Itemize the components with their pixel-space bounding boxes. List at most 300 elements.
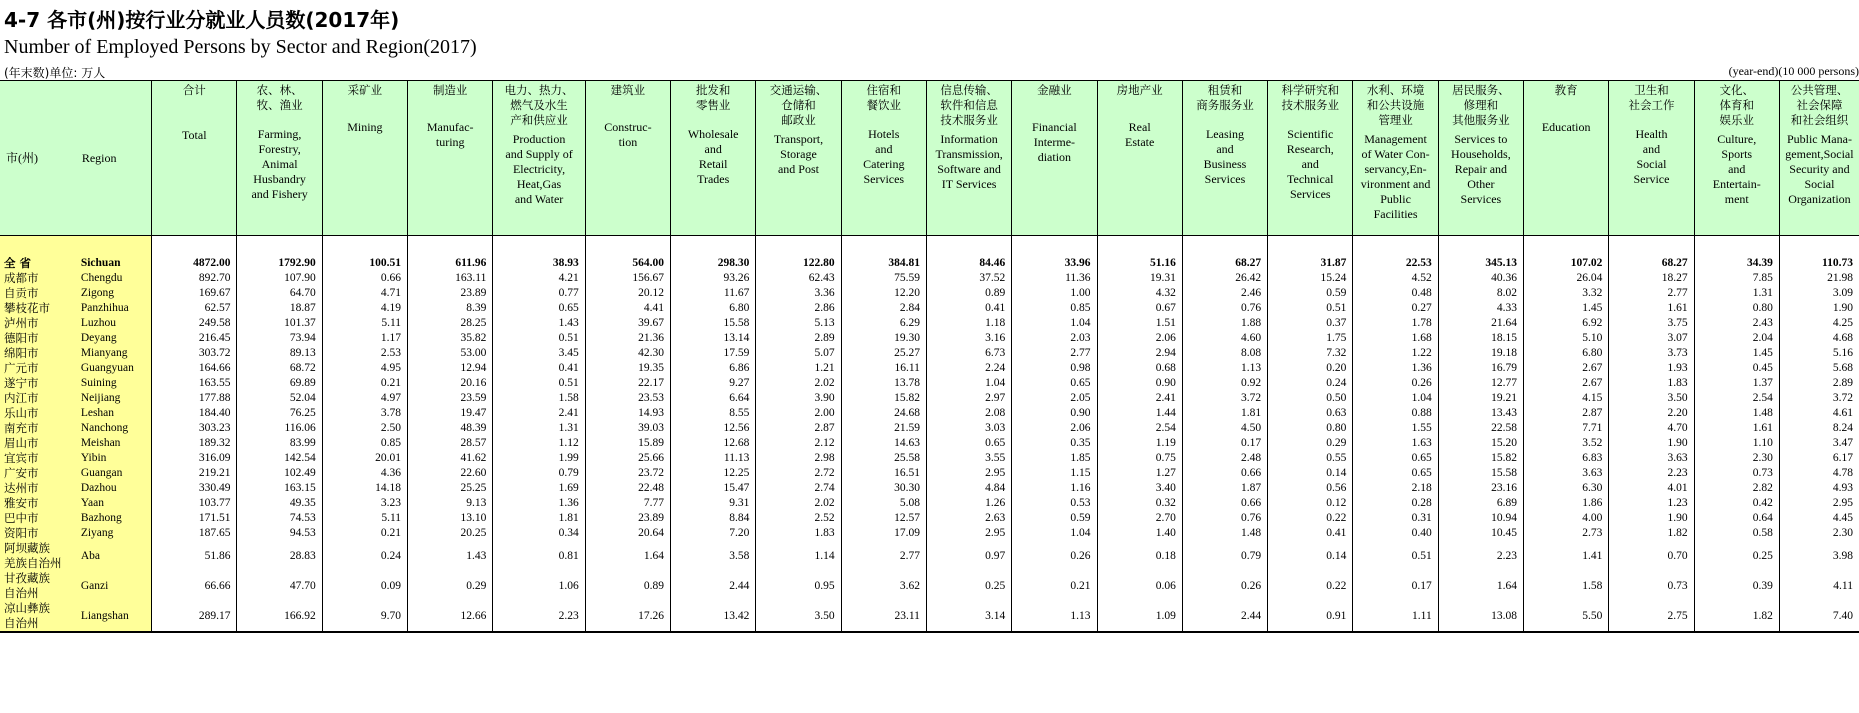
- spacer-cell: [1609, 236, 1694, 257]
- value-cell: 1.41: [1524, 541, 1609, 571]
- value-cell: 0.89: [585, 571, 670, 601]
- value-cell: 52.04: [237, 391, 322, 406]
- value-cell: 0.80: [1694, 301, 1779, 316]
- value-cell: 0.81: [493, 541, 585, 571]
- value-cell: 12.68: [671, 436, 756, 451]
- value-cell: 24.68: [841, 406, 926, 421]
- region-name: Zigong: [76, 286, 152, 301]
- value-cell: 2.87: [756, 421, 841, 436]
- value-cell: 28.57: [408, 436, 493, 451]
- region-name: Neijiang: [76, 391, 152, 406]
- region-name: Dazhou: [76, 481, 152, 496]
- table-row: [0, 571, 1859, 601]
- value-cell: 0.66: [1182, 466, 1267, 481]
- region-name: Luzhou: [76, 316, 152, 331]
- value-cell: 4.71: [322, 286, 407, 301]
- value-cell: 2.46: [1182, 286, 1267, 301]
- spacer-cell: [1694, 236, 1779, 257]
- spacer-cell: [237, 236, 322, 257]
- city-name: 全 省: [0, 256, 76, 271]
- header-col-cn: 合计: [182, 83, 206, 97]
- value-cell: 2.12: [756, 436, 841, 451]
- table-row: [0, 376, 1859, 391]
- value-cell: 2.41: [493, 406, 585, 421]
- value-cell: 1.83: [1609, 376, 1694, 391]
- header-col-en: Wholesale and Retail Trades: [687, 127, 739, 186]
- value-cell: 0.17: [1182, 436, 1267, 451]
- city-name: 凉山彝族 自治州: [0, 601, 76, 632]
- value-cell: 68.27: [1182, 256, 1267, 271]
- value-cell: 25.27: [841, 346, 926, 361]
- value-cell: 0.88: [1353, 406, 1438, 421]
- value-cell: 4.97: [322, 391, 407, 406]
- value-cell: 13.42: [671, 601, 756, 632]
- value-cell: 0.66: [1182, 496, 1267, 511]
- value-cell: 8.02: [1438, 286, 1523, 301]
- value-cell: 0.51: [493, 376, 585, 391]
- value-cell: 0.55: [1268, 451, 1353, 466]
- value-cell: 0.17: [1353, 571, 1438, 601]
- value-cell: 4.19: [322, 301, 407, 316]
- value-cell: 110.73: [1779, 256, 1859, 271]
- value-cell: 892.70: [152, 271, 237, 286]
- value-cell: 1.15: [1012, 466, 1097, 481]
- value-cell: 0.98: [1012, 361, 1097, 376]
- header-col-en: Real Estate: [1125, 120, 1155, 149]
- header-col-14: [1353, 81, 1438, 236]
- value-cell: 1.43: [408, 541, 493, 571]
- value-cell: 0.41: [926, 301, 1011, 316]
- value-cell: 12.57: [841, 511, 926, 526]
- header-col-en: Total: [182, 128, 207, 142]
- value-cell: 1.48: [1694, 406, 1779, 421]
- value-cell: 38.93: [493, 256, 585, 271]
- value-cell: 37.52: [926, 271, 1011, 286]
- value-cell: 3.14: [926, 601, 1011, 632]
- value-cell: 4.01: [1609, 481, 1694, 496]
- value-cell: 21.59: [841, 421, 926, 436]
- value-cell: 103.77: [152, 496, 237, 511]
- value-cell: 42.30: [585, 346, 670, 361]
- value-cell: 12.20: [841, 286, 926, 301]
- value-cell: 5.50: [1524, 601, 1609, 632]
- value-cell: 1.12: [493, 436, 585, 451]
- spacer-cell: [756, 236, 841, 257]
- value-cell: 187.65: [152, 526, 237, 541]
- value-cell: 2.05: [1012, 391, 1097, 406]
- value-cell: 0.21: [1012, 571, 1097, 601]
- value-cell: 1.81: [1182, 406, 1267, 421]
- value-cell: 4.32: [1097, 286, 1182, 301]
- spacer-cell: [1438, 236, 1523, 257]
- value-cell: 0.95: [756, 571, 841, 601]
- value-cell: 0.97: [926, 541, 1011, 571]
- header-col-3: [408, 81, 493, 236]
- value-cell: 3.78: [322, 406, 407, 421]
- city-name: 甘孜藏族 自治州: [0, 571, 76, 601]
- value-cell: 2.00: [756, 406, 841, 421]
- value-cell: 9.70: [322, 601, 407, 632]
- value-cell: 163.55: [152, 376, 237, 391]
- region-name: Ziyang: [76, 526, 152, 541]
- value-cell: 0.34: [493, 526, 585, 541]
- value-cell: 2.63: [926, 511, 1011, 526]
- value-cell: 7.85: [1694, 271, 1779, 286]
- value-cell: 2.23: [1609, 466, 1694, 481]
- spacer-cell: [926, 236, 1011, 257]
- value-cell: 1.04: [1012, 526, 1097, 541]
- value-cell: 3.55: [926, 451, 1011, 466]
- value-cell: 5.07: [756, 346, 841, 361]
- value-cell: 107.02: [1524, 256, 1609, 271]
- value-cell: 15.58: [1438, 466, 1523, 481]
- header-col-9: [926, 81, 1011, 236]
- value-cell: 0.39: [1694, 571, 1779, 601]
- value-cell: 142.54: [237, 451, 322, 466]
- value-cell: 1.09: [1097, 601, 1182, 632]
- table-row: [0, 466, 1859, 481]
- value-cell: 1.14: [756, 541, 841, 571]
- value-cell: 116.06: [237, 421, 322, 436]
- value-cell: 8.24: [1779, 421, 1859, 436]
- value-cell: 0.06: [1097, 571, 1182, 601]
- header-col-11: [1097, 81, 1182, 236]
- value-cell: 19.18: [1438, 346, 1523, 361]
- city-name: 雅安市: [0, 496, 76, 511]
- value-cell: 0.67: [1097, 301, 1182, 316]
- value-cell: 3.63: [1524, 466, 1609, 481]
- value-cell: 84.46: [926, 256, 1011, 271]
- value-cell: 3.75: [1609, 316, 1694, 331]
- value-cell: 164.66: [152, 361, 237, 376]
- value-cell: 2.23: [1438, 541, 1523, 571]
- value-cell: 39.03: [585, 421, 670, 436]
- header-col-en: Construc- tion: [604, 120, 652, 149]
- value-cell: 4.50: [1182, 421, 1267, 436]
- table-row: [0, 511, 1859, 526]
- value-cell: 0.76: [1182, 301, 1267, 316]
- value-cell: 62.57: [152, 301, 237, 316]
- value-cell: 4.60: [1182, 331, 1267, 346]
- header-col-cn: 公共管理、 社会保障 和社会组织: [1790, 83, 1849, 127]
- header-col-8: [841, 81, 926, 236]
- value-cell: 0.42: [1694, 496, 1779, 511]
- value-cell: 4.21: [493, 271, 585, 286]
- region-name: Guangan: [76, 466, 152, 481]
- header-col-6: [671, 81, 756, 236]
- value-cell: 34.39: [1694, 256, 1779, 271]
- value-cell: 1.85: [1012, 451, 1097, 466]
- value-cell: 189.32: [152, 436, 237, 451]
- value-cell: 2.94: [1097, 346, 1182, 361]
- value-cell: 1.64: [585, 541, 670, 571]
- value-cell: 345.13: [1438, 256, 1523, 271]
- value-cell: 3.50: [1609, 391, 1694, 406]
- value-cell: 8.39: [408, 301, 493, 316]
- value-cell: 12.25: [671, 466, 756, 481]
- spacer-cell: [1182, 236, 1267, 257]
- value-cell: 8.84: [671, 511, 756, 526]
- value-cell: 1.63: [1353, 436, 1438, 451]
- value-cell: 6.89: [1438, 496, 1523, 511]
- table-row: [0, 436, 1859, 451]
- value-cell: 3.47: [1779, 436, 1859, 451]
- table-row: [0, 601, 1859, 632]
- value-cell: 20.12: [585, 286, 670, 301]
- region-name: Leshan: [76, 406, 152, 421]
- region-name: Panzhihua: [76, 301, 152, 316]
- unit-en: (year-end)(10 000 persons): [1728, 64, 1859, 78]
- value-cell: 3.23: [322, 496, 407, 511]
- value-cell: 0.85: [1012, 301, 1097, 316]
- value-cell: 1.37: [1694, 376, 1779, 391]
- value-cell: 1.51: [1097, 316, 1182, 331]
- value-cell: 48.39: [408, 421, 493, 436]
- value-cell: 4.95: [322, 361, 407, 376]
- value-cell: 18.15: [1438, 331, 1523, 346]
- header-col-en: Farming, Forestry, Animal Husbandry and Fishery: [251, 127, 308, 201]
- region-name: Chengdu: [76, 271, 152, 286]
- header-col-cn: 制造业: [432, 83, 468, 97]
- value-cell: 3.16: [926, 331, 1011, 346]
- value-cell: 6.92: [1524, 316, 1609, 331]
- value-cell: 1.36: [493, 496, 585, 511]
- value-cell: 1.68: [1353, 331, 1438, 346]
- value-cell: 2.18: [1353, 481, 1438, 496]
- value-cell: 0.48: [1353, 286, 1438, 301]
- value-cell: 12.56: [671, 421, 756, 436]
- value-cell: 62.43: [756, 271, 841, 286]
- value-cell: 3.45: [493, 346, 585, 361]
- value-cell: 0.29: [1268, 436, 1353, 451]
- header-col-en: Education: [1541, 120, 1591, 134]
- header-col-19: [1779, 81, 1859, 236]
- value-cell: 0.90: [1012, 406, 1097, 421]
- region-name: Ganzi: [76, 571, 152, 601]
- value-cell: 22.17: [585, 376, 670, 391]
- city-name: 广安市: [0, 466, 76, 481]
- header-col-en: Production and Supply of Electricity, Heat,Gas and Water: [505, 132, 573, 206]
- value-cell: 384.81: [841, 256, 926, 271]
- value-cell: 0.24: [1268, 376, 1353, 391]
- header-col-18: [1694, 81, 1779, 236]
- value-cell: 2.20: [1609, 406, 1694, 421]
- value-cell: 2.95: [926, 466, 1011, 481]
- value-cell: 51.16: [1097, 256, 1182, 271]
- value-cell: 0.65: [1012, 376, 1097, 391]
- value-cell: 16.11: [841, 361, 926, 376]
- value-cell: 1.36: [1353, 361, 1438, 376]
- value-cell: 6.29: [841, 316, 926, 331]
- spacer-cell: [1097, 236, 1182, 257]
- value-cell: 330.49: [152, 481, 237, 496]
- value-cell: 4.36: [322, 466, 407, 481]
- value-cell: 1.81: [493, 511, 585, 526]
- value-cell: 1792.90: [237, 256, 322, 271]
- table-row: [0, 346, 1859, 361]
- value-cell: 5.08: [841, 496, 926, 511]
- page-title-cn: 4-7 各市(州)按行业分就业人员数(2017年): [4, 8, 400, 32]
- value-cell: 12.77: [1438, 376, 1523, 391]
- value-cell: 73.94: [237, 331, 322, 346]
- value-cell: 23.11: [841, 601, 926, 632]
- value-cell: 14.63: [841, 436, 926, 451]
- value-cell: 0.28: [1353, 496, 1438, 511]
- value-cell: 4.33: [1438, 301, 1523, 316]
- value-cell: 0.64: [1694, 511, 1779, 526]
- value-cell: 20.25: [408, 526, 493, 541]
- header-col-en: Health and Social Service: [1633, 127, 1670, 186]
- value-cell: 17.26: [585, 601, 670, 632]
- value-cell: 3.72: [1182, 391, 1267, 406]
- value-cell: 2.02: [756, 376, 841, 391]
- city-name: 达州市: [0, 481, 76, 496]
- value-cell: 94.53: [237, 526, 322, 541]
- city-name: 宜宾市: [0, 451, 76, 466]
- value-cell: 1.86: [1524, 496, 1609, 511]
- value-cell: 12.94: [408, 361, 493, 376]
- value-cell: 11.67: [671, 286, 756, 301]
- value-cell: 1.82: [1609, 526, 1694, 541]
- value-cell: 2.70: [1097, 511, 1182, 526]
- value-cell: 2.97: [926, 391, 1011, 406]
- value-cell: 22.48: [585, 481, 670, 496]
- value-cell: 2.77: [1609, 286, 1694, 301]
- value-cell: 101.37: [237, 316, 322, 331]
- value-cell: 2.89: [1779, 376, 1859, 391]
- value-cell: 0.80: [1268, 421, 1353, 436]
- header-col-en: Information Transmission, Software and IT Services: [935, 132, 1003, 191]
- value-cell: 1.90: [1609, 511, 1694, 526]
- value-cell: 3.73: [1609, 346, 1694, 361]
- city-name: 阿坝藏族 羌族自治州: [0, 541, 76, 571]
- value-cell: 0.21: [322, 376, 407, 391]
- value-cell: 4.25: [1779, 316, 1859, 331]
- value-cell: 19.47: [408, 406, 493, 421]
- city-name: 自贡市: [0, 286, 76, 301]
- value-cell: 23.72: [585, 466, 670, 481]
- value-cell: 3.32: [1524, 286, 1609, 301]
- city-name: 资阳市: [0, 526, 76, 541]
- value-cell: 0.63: [1268, 406, 1353, 421]
- spacer-cell: [152, 236, 237, 257]
- header-col-cn: 文化、 体育和 娱乐业: [1719, 83, 1754, 127]
- spacer-cell: [76, 236, 152, 257]
- value-cell: 4872.00: [152, 256, 237, 271]
- value-cell: 2.73: [1524, 526, 1609, 541]
- value-cell: 6.80: [671, 301, 756, 316]
- value-cell: 0.53: [1012, 496, 1097, 511]
- table-row: [0, 421, 1859, 436]
- value-cell: 2.77: [1012, 346, 1097, 361]
- region-name: Meishan: [76, 436, 152, 451]
- value-cell: 53.00: [408, 346, 493, 361]
- value-cell: 0.14: [1268, 541, 1353, 571]
- value-cell: 0.59: [1268, 286, 1353, 301]
- value-cell: 163.15: [237, 481, 322, 496]
- value-cell: 15.24: [1268, 271, 1353, 286]
- value-cell: 1.43: [493, 316, 585, 331]
- value-cell: 41.62: [408, 451, 493, 466]
- value-cell: 51.86: [152, 541, 237, 571]
- value-cell: 1.48: [1182, 526, 1267, 541]
- value-cell: 0.91: [1268, 601, 1353, 632]
- value-cell: 1.04: [1353, 391, 1438, 406]
- value-cell: 0.66: [322, 271, 407, 286]
- spacer-cell: [585, 236, 670, 257]
- value-cell: 1.11: [1353, 601, 1438, 632]
- value-cell: 18.27: [1609, 271, 1694, 286]
- value-cell: 1.21: [756, 361, 841, 376]
- value-cell: 26.42: [1182, 271, 1267, 286]
- header-col-cn: 住宿和 餐饮业: [866, 83, 902, 112]
- value-cell: 2.75: [1609, 601, 1694, 632]
- header-col-cn: 科学研究和 技术服务业: [1281, 83, 1340, 112]
- value-cell: 28.83: [237, 541, 322, 571]
- value-cell: 31.87: [1268, 256, 1353, 271]
- value-cell: 3.36: [756, 286, 841, 301]
- value-cell: 6.17: [1779, 451, 1859, 466]
- value-cell: 3.40: [1097, 481, 1182, 496]
- header-row: [0, 81, 1859, 236]
- value-cell: 1.00: [1012, 286, 1097, 301]
- value-cell: 1.64: [1438, 571, 1523, 601]
- spacer-cell: [1524, 236, 1609, 257]
- value-cell: 1.69: [493, 481, 585, 496]
- value-cell: 1.61: [1609, 301, 1694, 316]
- region-name: Mianyang: [76, 346, 152, 361]
- city-name: 内江市: [0, 391, 76, 406]
- header-col-cn: 建筑业: [610, 83, 646, 97]
- value-cell: 122.80: [756, 256, 841, 271]
- value-cell: 2.30: [1779, 526, 1859, 541]
- value-cell: 2.30: [1694, 451, 1779, 466]
- value-cell: 23.53: [585, 391, 670, 406]
- value-cell: 102.49: [237, 466, 322, 481]
- table-row: [0, 361, 1859, 376]
- city-name: 眉山市: [0, 436, 76, 451]
- value-cell: 33.96: [1012, 256, 1097, 271]
- value-cell: 0.18: [1097, 541, 1182, 571]
- spacer-cell: [671, 236, 756, 257]
- value-cell: 1.18: [926, 316, 1011, 331]
- region-name: Guangyuan: [76, 361, 152, 376]
- value-cell: 1.55: [1353, 421, 1438, 436]
- value-cell: 316.09: [152, 451, 237, 466]
- value-cell: 7.77: [585, 496, 670, 511]
- spacer-cell: [322, 236, 407, 257]
- value-cell: 7.32: [1268, 346, 1353, 361]
- value-cell: 3.52: [1524, 436, 1609, 451]
- value-cell: 1.40: [1097, 526, 1182, 541]
- value-cell: 0.24: [322, 541, 407, 571]
- value-cell: 28.25: [408, 316, 493, 331]
- value-cell: 68.27: [1609, 256, 1694, 271]
- city-name: 绵阳市: [0, 346, 76, 361]
- value-cell: 39.67: [585, 316, 670, 331]
- value-cell: 0.75: [1097, 451, 1182, 466]
- value-cell: 163.11: [408, 271, 493, 286]
- value-cell: 0.25: [926, 571, 1011, 601]
- header-col-cn: 水利、环境 和公共设施 管理业: [1366, 83, 1425, 127]
- value-cell: 564.00: [585, 256, 670, 271]
- value-cell: 6.83: [1524, 451, 1609, 466]
- value-cell: 1.04: [1012, 316, 1097, 331]
- value-cell: 1.19: [1097, 436, 1182, 451]
- value-cell: 4.68: [1779, 331, 1859, 346]
- value-cell: 0.32: [1097, 496, 1182, 511]
- region-name: Aba: [76, 541, 152, 571]
